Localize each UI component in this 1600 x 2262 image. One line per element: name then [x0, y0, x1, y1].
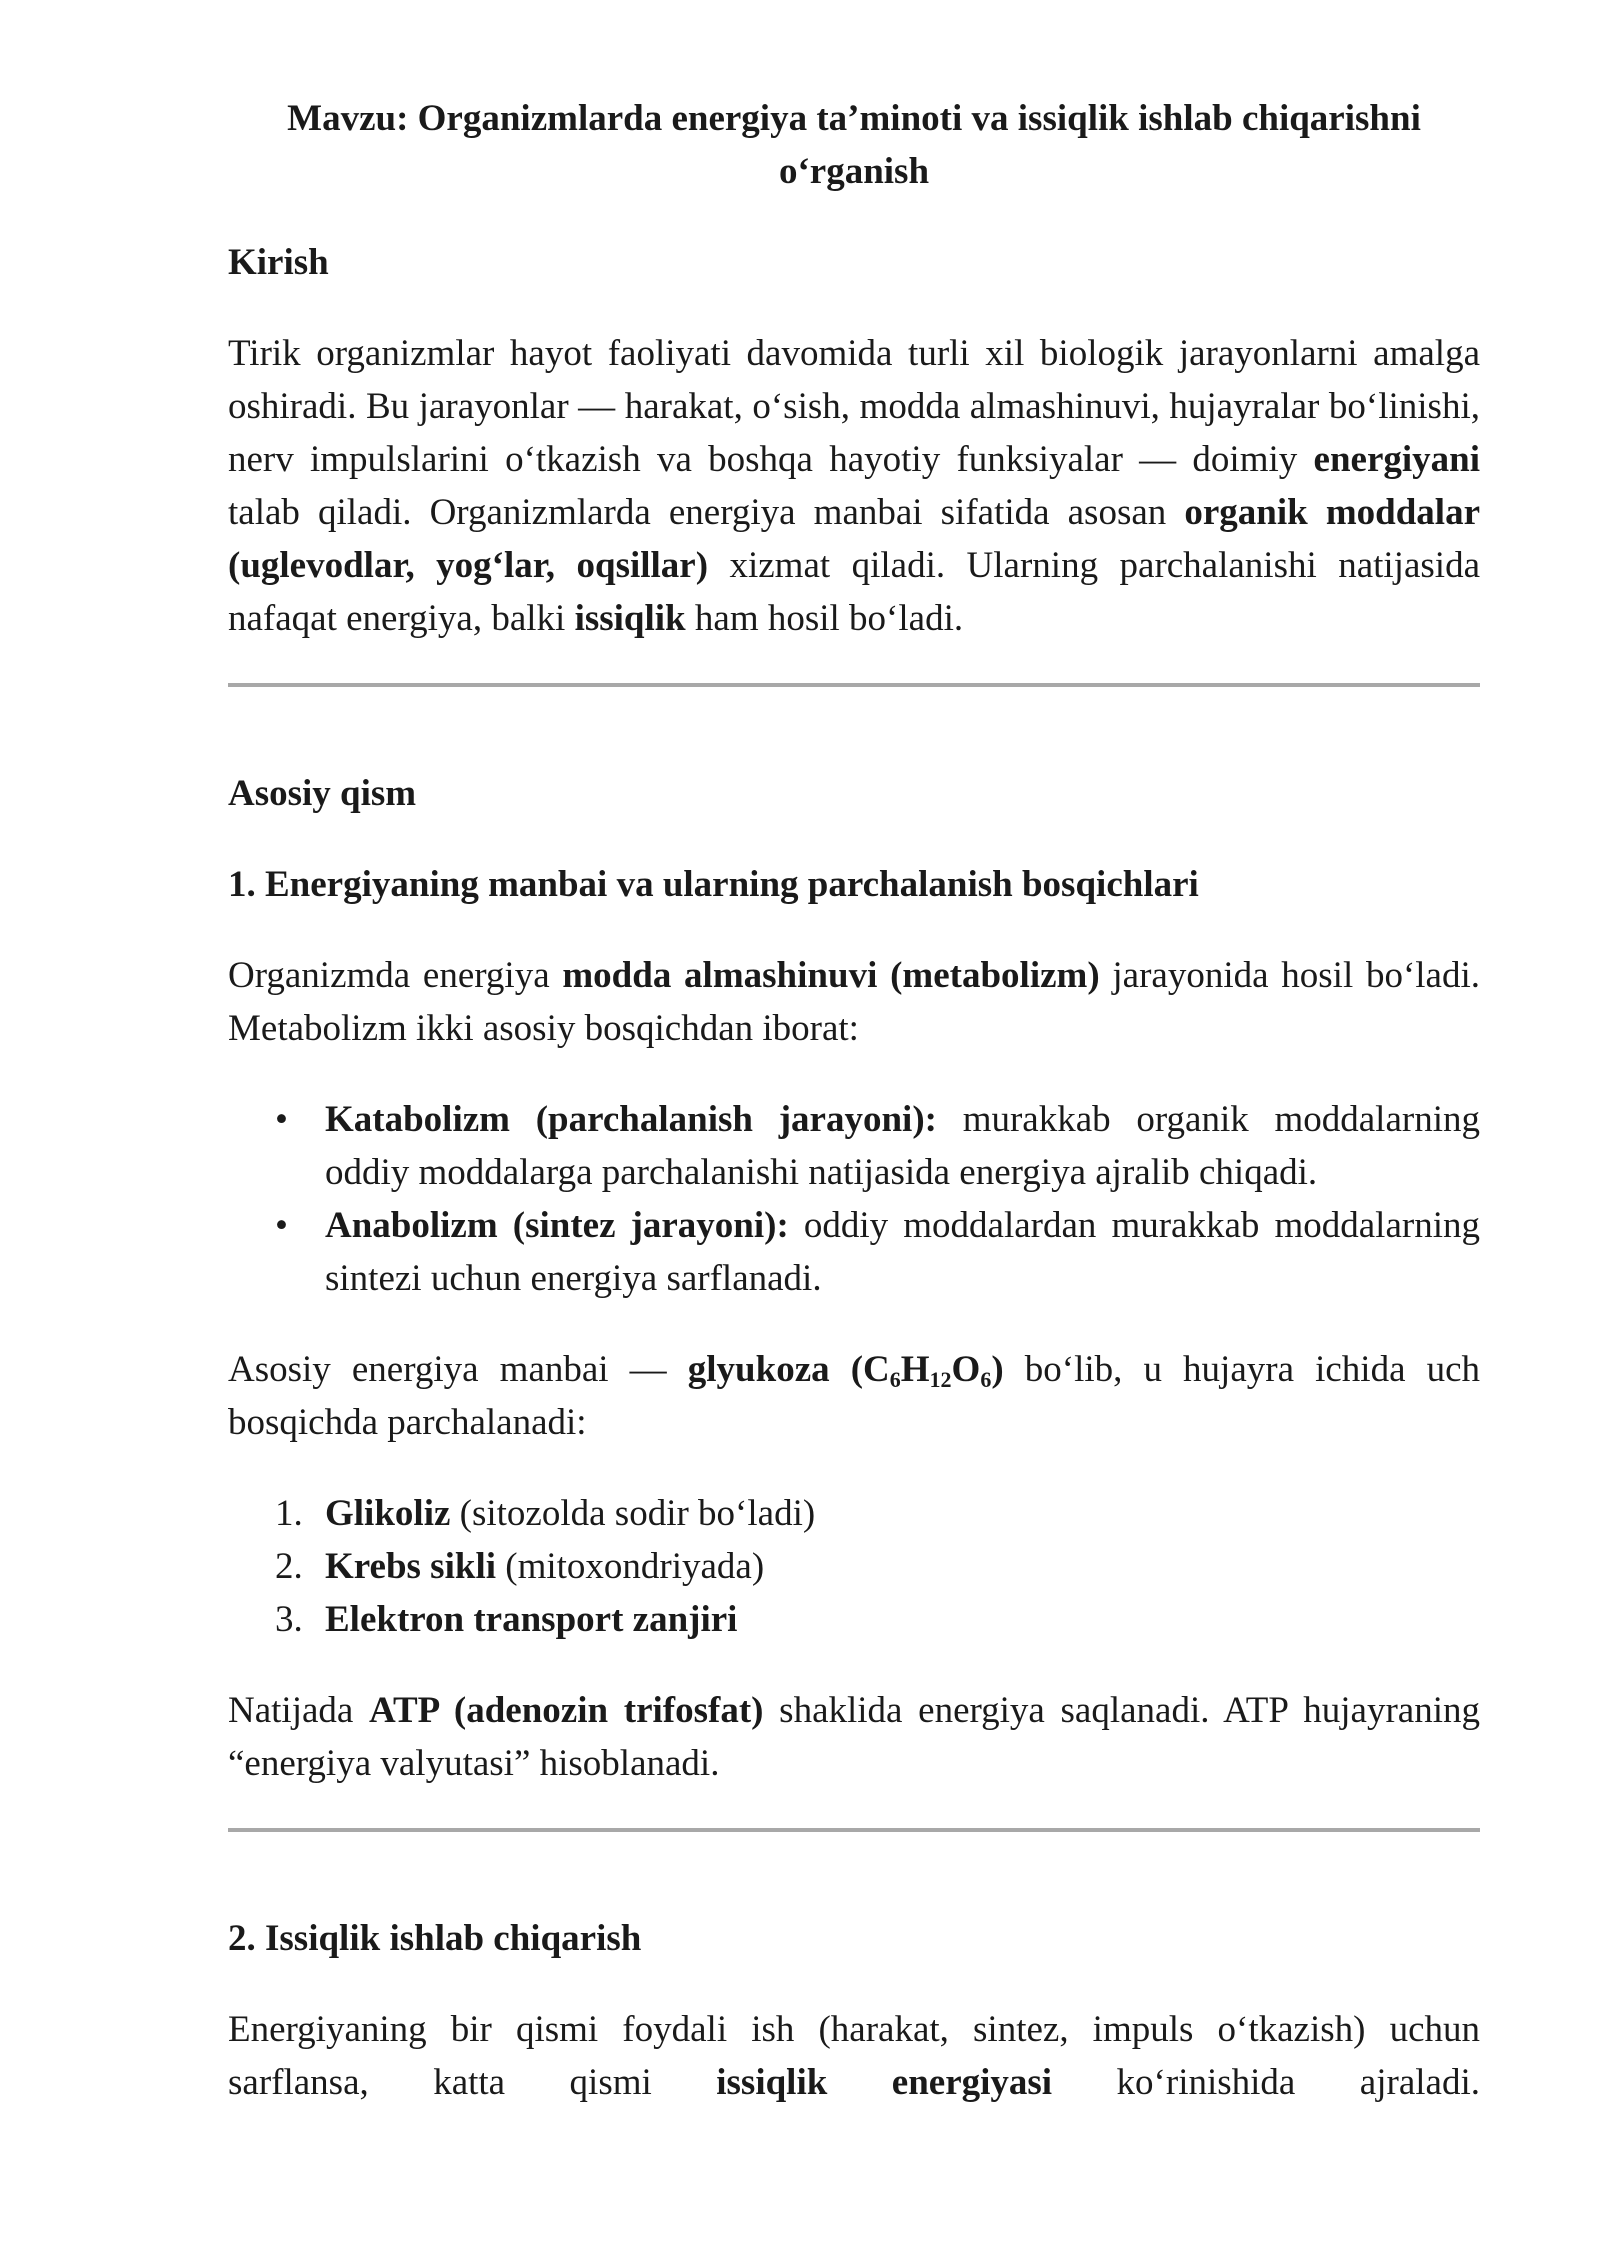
list-item: 3. Elektron transport zanjiri — [275, 1599, 738, 1640]
glucose-paragraph: Asosiy energiya manbai — glyukoza $(C_6H_{12}O_6)$ bo‘lib, u hujayra ichida uch bosqichda parchalanadi: — [228, 1349, 1481, 1443]
glucose-stages-list — [228, 1487, 1480, 1646]
title-line-2: o‘rganish — [778, 151, 930, 192]
list-item: 2. Krebs sikli (mitoxondriyada) — [275, 1546, 765, 1587]
intro-heading: Kirish — [228, 242, 329, 283]
list-item: • Katabolizm (parchalanish jarayoni): murakkab organik moddalarning oddiy moddalarga parchalanishi natijasida energiya ajralib chiqadi. — [325, 1093, 1480, 1199]
main-heading: Asosiy qism — [228, 773, 417, 814]
metabolism-stages-list — [228, 1093, 1480, 1305]
heat-paragraph: Energiyaning bir qismi foydali ish (harakat, sintez, impuls o‘tkazish) uchun sarflansa, katta qismi issiqlik energiyasi ko‘rinishida ajraladi. — [228, 2009, 1480, 2103]
list-item: • Anabolizm (sintez jarayoni): oddiy moddalardan murakkab moddalarning sintezi uchun energiya sarflanadi. — [325, 1199, 1480, 1305]
section-1-heading: 1. Energiyaning manbai va ularning parchalanish bosqichlari — [228, 864, 1199, 905]
document-title — [228, 92, 1480, 198]
atp-paragraph: Natijada ATP (adenozin trifosfat) shaklida energiya saqlanadi. ATP hujayraning “energiya valyutasi” hisoblanadi. — [228, 1690, 1480, 1784]
bullet-icon: • — [275, 1205, 288, 1246]
bullet-icon: • — [275, 1099, 288, 1140]
list-item: 1. Glikoliz (sitozolda sodir bo‘ladi) — [275, 1493, 816, 1534]
document-page — [228, 92, 1480, 2147]
metabolism-paragraph: Organizmda energiya modda almashinuvi (metabolizm) jarayonida hosil bo‘ladi. Metabolizm ikki asosiy bosqichdan iborat: — [228, 955, 1481, 1049]
section-2-heading: 2. Issiqlik ishlab chiqarish — [228, 1918, 642, 1959]
title-line-1: Mavzu: Organizmlarda energiya ta’minoti va issiqlik ishlab chiqarishni — [287, 98, 1421, 139]
intro-paragraph: Tirik organizmlar hayot faoliyati davomida turli xil biologik jarayonlarni amalga oshiradi. Bu jarayonlar — harakat, o‘sish, modda almashinuvi, hujayralar bo‘linishi, nerv impulslarini o‘tkazish va boshqa hayotiy funksiyalar — doimiy energiyani talab qiladi. Organizmlarda energiya manbai sifatida asosan organik moddalar (uglevodlar, yog‘lar, oqsillar) xizmat qiladi. Ularning parchalanishi natijasida nafaqat energiya, balki issiqlik ham hosil bo‘ladi. — [228, 333, 1480, 639]
